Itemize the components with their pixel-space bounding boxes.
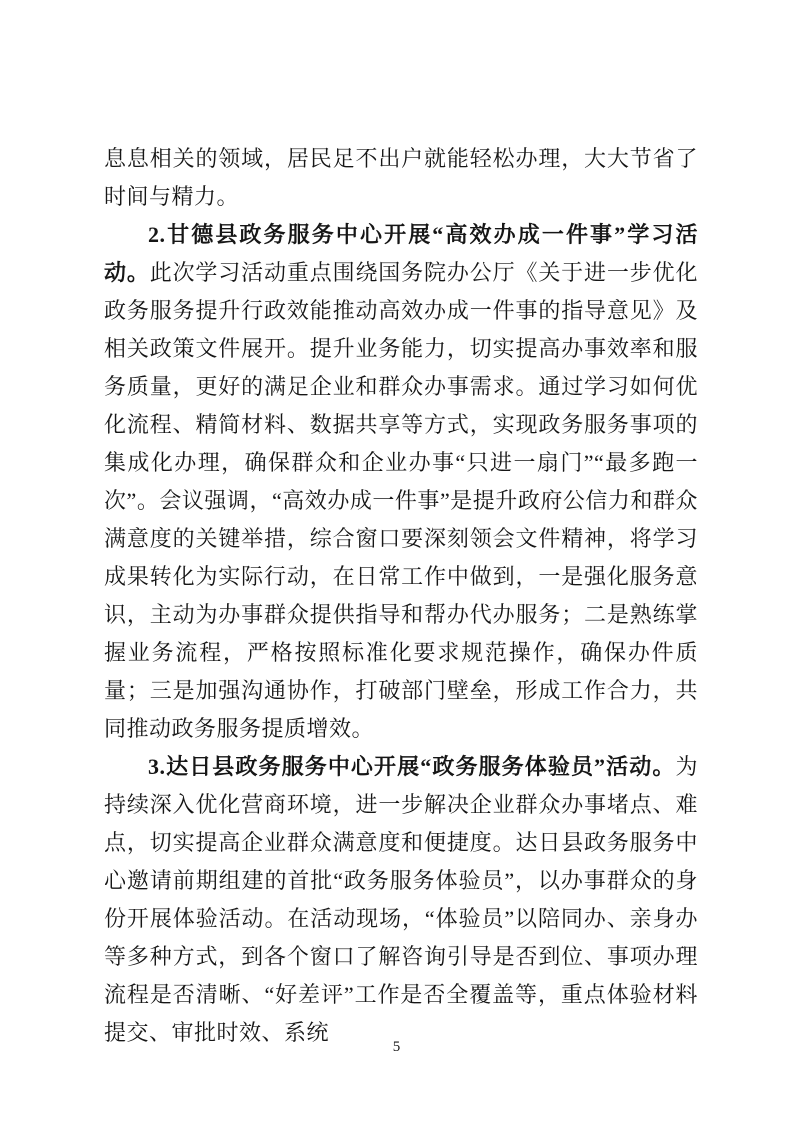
section-3-heading: 3.达日县政务服务中心开展“政务服务体验员”活动。 [148,754,676,779]
paragraph-continuation [104,140,698,216]
paragraph-text: 为持续深入优化营商环境，进一步解决企业群众办事堵点、难点，切实提高企业群众满意度和便捷度。达日县政务服务中心邀请前期组建的首批“政务服务体验员”，以办事群众的身份开展体验活动。在活动现场，“体验员”以陪同办、亲身办等多种方式，到各个窗口了解咨询引导是否到位、事项办理流程是否清晰、“好差评”工作是否全覆盖等，重点体验材料提交、审批时效、系统 [104,754,698,1045]
paragraph-text: 此次学习活动重点围绕国务院办公厅《关于进一步优化政务服务提升行政效能推动高效办成一件事的指导意见》及相关政策文件展开。提升业务能力，切实提高办事效率和服务质量，更好的满足企业和群众办事需求。通过学习如何优化流程、精简材料、数据共享等方式，实现政务服务事项的集成化办理，确保群众和企业办事“只进一扇门”“最多跑一次”。会议强调，“高效办成一件事”是提升政府公信力和群众满意度的关键举措，综合窗口要深刻领会文件精神，将学习成果转化为实际行动，在日常工作中做到，一是强化服务意识，主动为办事群众提供指导和帮办代办服务；二是熟练掌握业务流程，严格按照标准化要求规范操作，确保办件质量；三是加强沟通协作，打破部门壁垒，形成工作合力，共同推动政务服务提质增效。 [104,260,698,741]
page-number: 5 [392,1039,401,1055]
section-2-heading: 2.甘德县政务服务中心开展“高效办成一件事”学习活动。 [104,222,698,285]
document-body [104,140,698,1052]
paragraph-section-2 [104,216,698,748]
paragraph-section-3 [104,748,698,1052]
paragraph-text: 息息相关的领域，居民足不出户就能轻松办理，大大节省了时间与精力。 [104,146,698,209]
